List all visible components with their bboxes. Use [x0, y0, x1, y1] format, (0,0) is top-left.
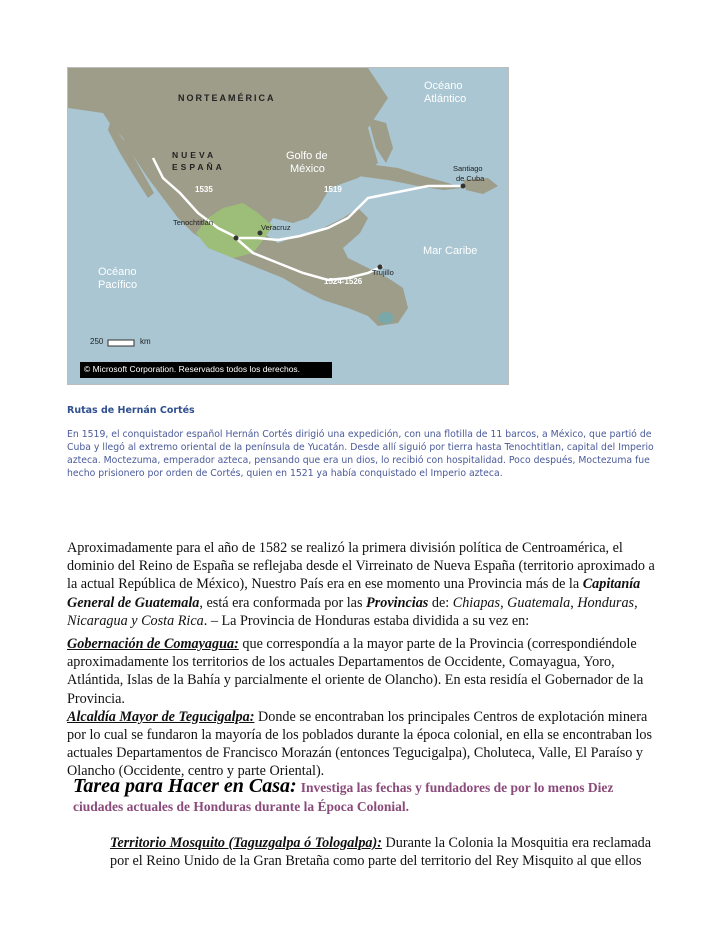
territorio-mosquito-paragraph	[110, 834, 670, 870]
label-oceano-atlantico-2: Atlántico	[424, 93, 467, 105]
provincias-term: Provincias	[366, 594, 429, 611]
p1-sep2: ,	[570, 594, 578, 611]
label-trujillo: Trujillo	[372, 268, 394, 277]
gobernacion-text: que correspondía a la mayor parte de la Provincia (correspondiéndole aproximadamente los territorios de los actuales Departamentos de Occidente, Comayagua, Yoro, Atlántida, Islas de la Bahía y parcialmente el oriente de Olancho). En esta residía el Gobernador de la Provincia.	[67, 636, 644, 707]
map-image	[67, 67, 509, 385]
label-mar-caribe: Mar Caribe	[423, 245, 478, 257]
p1-text-b: , está era conformada por las	[199, 594, 367, 611]
homework-title: Tarea para Hacer en Casa:	[73, 775, 297, 797]
p1-text-a: Aproximadamente para el año de 1582 se realizó la primera división política de Centroamérica, el dominio del Reino de España se reflejaba desde el Virreinato de Nueva España (territorio aproximado a la actual República de México), Nuestro País era en ese momento una Provincia más de la	[67, 540, 655, 593]
province-nicaragua-costa-rica: Nicaragua y Costa Rica	[67, 612, 204, 629]
capitania-general: Capitanía General de Guatemala	[67, 576, 641, 611]
tenochtitlan-dot	[234, 236, 239, 241]
paragraph-division-politica	[67, 539, 657, 630]
homework-block	[73, 775, 663, 816]
scale-unit: km	[140, 337, 151, 346]
territorio-title: Territorio Mosquito (Taguzgalpa ó Tologalpa):	[110, 835, 382, 851]
territorio-text: Durante la Colonia la Mosquitia era reclamada por el Reino Unido de la Gran Bretaña como parte del territorio del Rey Misquito al que ellos	[110, 835, 652, 870]
scale-value: 250	[90, 337, 104, 346]
map-copyright: © Microsoft Corporation. Reservados todos los derechos.	[84, 364, 301, 374]
santiago-dot	[461, 184, 466, 189]
p1-text-c: de:	[428, 594, 453, 611]
scale-bar	[108, 340, 134, 346]
caption-text: En 1519, el conquistador español Hernán Cortés dirigió una expedición, con una flotilla de 11 barcos, a México, que partió de Cuba y llegó al extremo oriental de la península de Yucatán. Desde allí siguió por tierra hasta Tenochtitlan, capital del Imperio azteca. Moctezuma, emperador azteca, pensando que era un dios, lo recibió con hospitalidad. Poco después, Moctezuma fue hecho prisionero por orden de Cortés, quien en 1521 ya había conquistado el Imperio azteca.	[67, 429, 654, 479]
label-tenochtitlan: Tenochtitlán	[173, 218, 214, 227]
label-santiago-2: de Cuba	[456, 174, 485, 183]
label-1519: 1519	[324, 185, 342, 194]
label-oceano-pacifico-1: Océano	[98, 266, 137, 278]
label-norteamerica: NORTEAMÉRICA	[178, 93, 276, 103]
label-oceano-pacifico-2: Pacífico	[98, 279, 138, 291]
label-golfo-2: México	[290, 163, 325, 175]
alcaldia-title: Alcaldía Mayor de Tegucigalpa:	[67, 708, 255, 725]
paragraph-divisiones	[67, 635, 657, 781]
label-nueva: NUEVA	[172, 150, 217, 160]
label-veracruz: Veracruz	[261, 223, 291, 232]
p1-text-d: . – La Provincia de Honduras estaba dividida a su vez en:	[203, 612, 530, 629]
lake	[378, 312, 394, 324]
province-honduras: Honduras	[577, 594, 635, 611]
p1-sep1: ,	[500, 594, 508, 611]
homework-text: Investiga las fechas y fundadores de por lo menos Diez ciudades actuales de Honduras durante la Época Colonial.	[73, 780, 614, 814]
label-espana: ESPAÑA	[172, 162, 225, 172]
alcaldia-text: Donde se encontraban los principales Centros de explotación minera por lo cual se fundaron la mayoría de los poblados durante la época colonial, en ella se encontraban los actuales Departamentos de Francisco Morazán (entonces Tegucigalpa), Choluteca, Valle, El Paraíso y Olancho (Occidente, centro y parte Oriental).	[67, 708, 653, 780]
label-golfo-1: Golfo de	[286, 150, 328, 162]
province-guatemala: Guatemala	[507, 594, 571, 611]
label-1524: 1524-1526	[324, 277, 363, 286]
caption-title: Rutas de Hernán Cortés	[67, 405, 195, 416]
province-chiapas: Chiapas	[452, 594, 501, 611]
p1-sep3: ,	[634, 594, 638, 611]
label-santiago-1: Santiago	[453, 164, 483, 173]
gobernacion-title: Gobernación de Comayagua:	[67, 636, 239, 652]
label-1535: 1535	[195, 185, 213, 194]
label-oceano-atlantico-1: Océano	[424, 80, 463, 92]
